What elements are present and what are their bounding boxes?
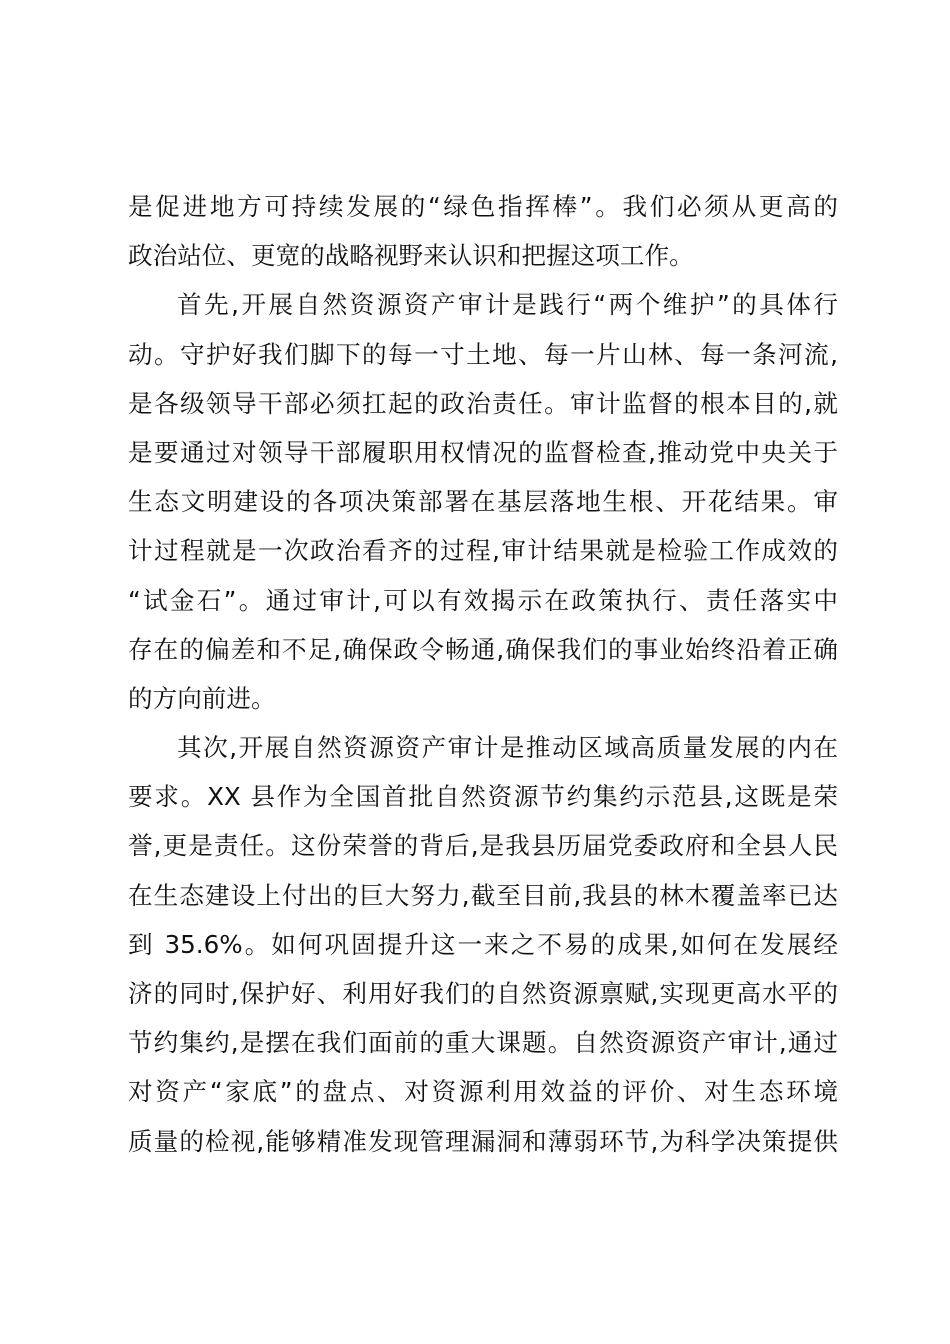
text-line: 对资产“家底”的盘点、对资源利用效益的评价、对生态环境 (128, 1077, 838, 1107)
text-line: 到 35.6%。如何巩固提升这一来之不易的成果,如何在发展经 (128, 929, 838, 959)
text-line: 是要通过对领导干部履职用权情况的监督检查,推动党中央关于 (128, 437, 838, 467)
text-line: 政治站位、更宽的战略视野来认识和把握这项工作。 (128, 241, 694, 271)
text-line: 济的同时,保护好、利用好我们的自然资源禀赋,实现更高水平的 (128, 979, 838, 1008)
text-line: 首先,开展自然资源资产审计是践行“两个维护”的具体行 (177, 290, 838, 320)
body-text (128, 182, 838, 1166)
text-line: 其次,开展自然资源资产审计是推动区域高质量发展的内在 (177, 733, 838, 763)
text-line: 质量的检视,能够精准发现管理漏洞和薄弱环节,为科学决策提供 (128, 1126, 838, 1156)
text-line: 的方向前进。 (128, 683, 276, 713)
text-line: 计过程就是一次政治看齐的过程,审计结果就是检验工作成效的 (128, 536, 838, 566)
text-line: 存在的偏差和不足,确保政令畅通,确保我们的事业始终沿着正确 (128, 634, 838, 664)
text-line: 要求。XX 县作为全国首批自然资源节约集约示范县,这既是荣 (128, 782, 838, 812)
text-line: 节约集约,是摆在我们面前的重大课题。自然资源资产审计,通过 (128, 1028, 838, 1058)
text-line: 在生态建设上付出的巨大努力,截至目前,我县的林木覆盖率已达 (128, 880, 838, 910)
text-line: “试金石”。通过审计,可以有效揭示在政策执行、责任落实中 (128, 585, 838, 615)
text-line: 誉,更是责任。这份荣誉的背后,是我县历届党委政府和全县人民 (128, 831, 838, 861)
text-line: 动。守护好我们脚下的每一寸土地、每一片山林、每一条河流, (128, 339, 838, 369)
text-line: 生态文明建设的各项决策部署在基层落地生根、开花结果。审 (128, 487, 838, 517)
text-line: 是促进地方可持续发展的“绿色指挥棒”。我们必须从更高的 (128, 192, 838, 221)
text-line: 是各级领导干部必须扛起的政治责任。审计监督的根本目的,就 (128, 388, 838, 418)
